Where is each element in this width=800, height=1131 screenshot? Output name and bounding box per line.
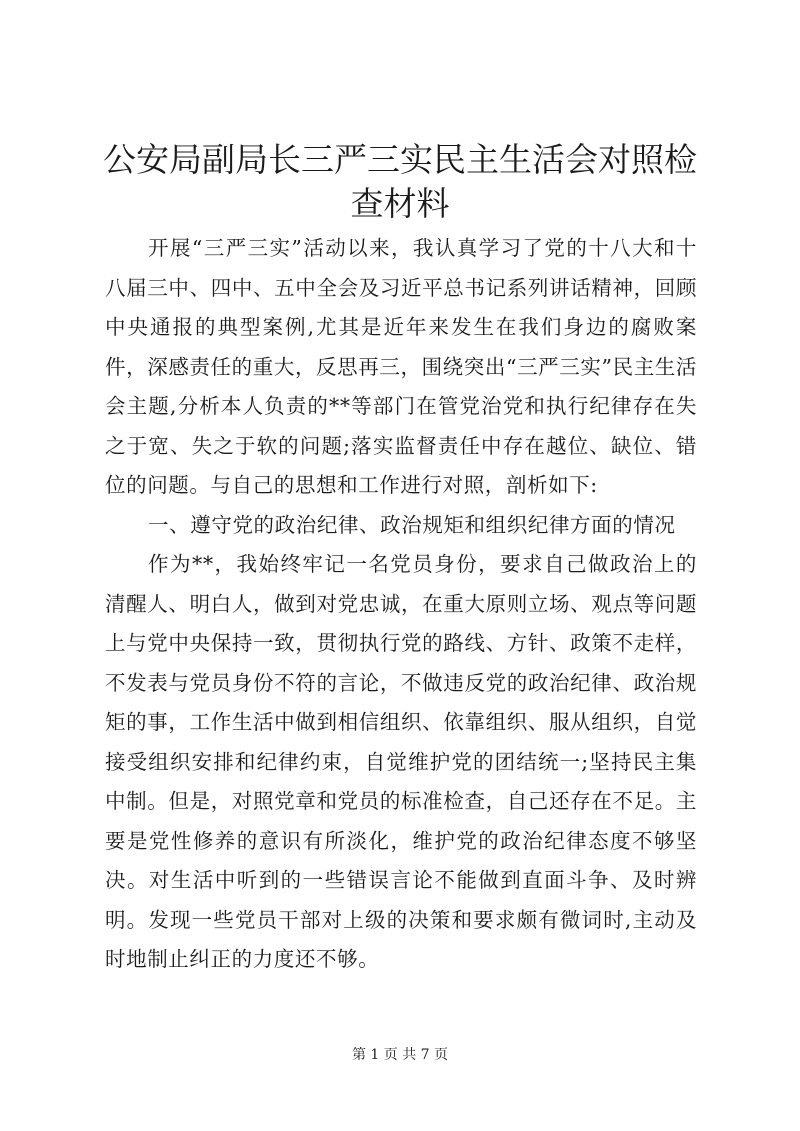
section-heading: 一、遵守党的政治纪律、政治规矩和组织纪律方面的情况 [148, 512, 676, 537]
page-number-footer: 第 1 页 共 7 页 [351, 1047, 449, 1063]
document-body [105, 229, 697, 980]
intro-paragraph: 开展“三严三实”活动以来，我认真学习了党的十八大和十八届三中、四中、五中全会及习近平总书记系列讲话精神，回顾中央通报的典型案例,尤其是近年来发生在我们身边的腐败案件，深感责任的重大，反思再三，围绕突出“三严三实”民主生活会主题,分析本人负责的**等部门在管党治党和执行纪律存在失之于宽、失之于软的问题;落实监督责任中存在越位、缺位、错位的问题。与自己的思想和工作进行对照，剖析如下: [105, 236, 697, 497]
section-paragraph: 作为**，我始终牢记一名党员身份，要求自己做政治上的清醒人、明白人，做到对党忠诚，在重大原则立场、观点等问题上与党中央保持一致，贯彻执行党的路线、方针、政策不走样，不发表与党员身份不符的言论，不做违反党的政治纪律、政治规矩的事，工作生活中做到相信组织、依靠组织、服从组织，自觉接受组织安排和纪律约束，自觉维护党的团结统一;坚持民主集中制。但是，对照党章和党员的标准检查，自己还存在不足。主要是党性修养的意识有所淡化，维护党的政治纪律态度不够坚决。对生活中听到的一些错误言论不能做到直面斗争、及时辨明。发现一些党员干部对上级的决策和要求颇有微词时,主动及时地制止纠正的力度还不够。 [105, 552, 697, 971]
document-title: 公安局副局长三严三实民主生活会对照检查材料 [103, 140, 697, 223]
